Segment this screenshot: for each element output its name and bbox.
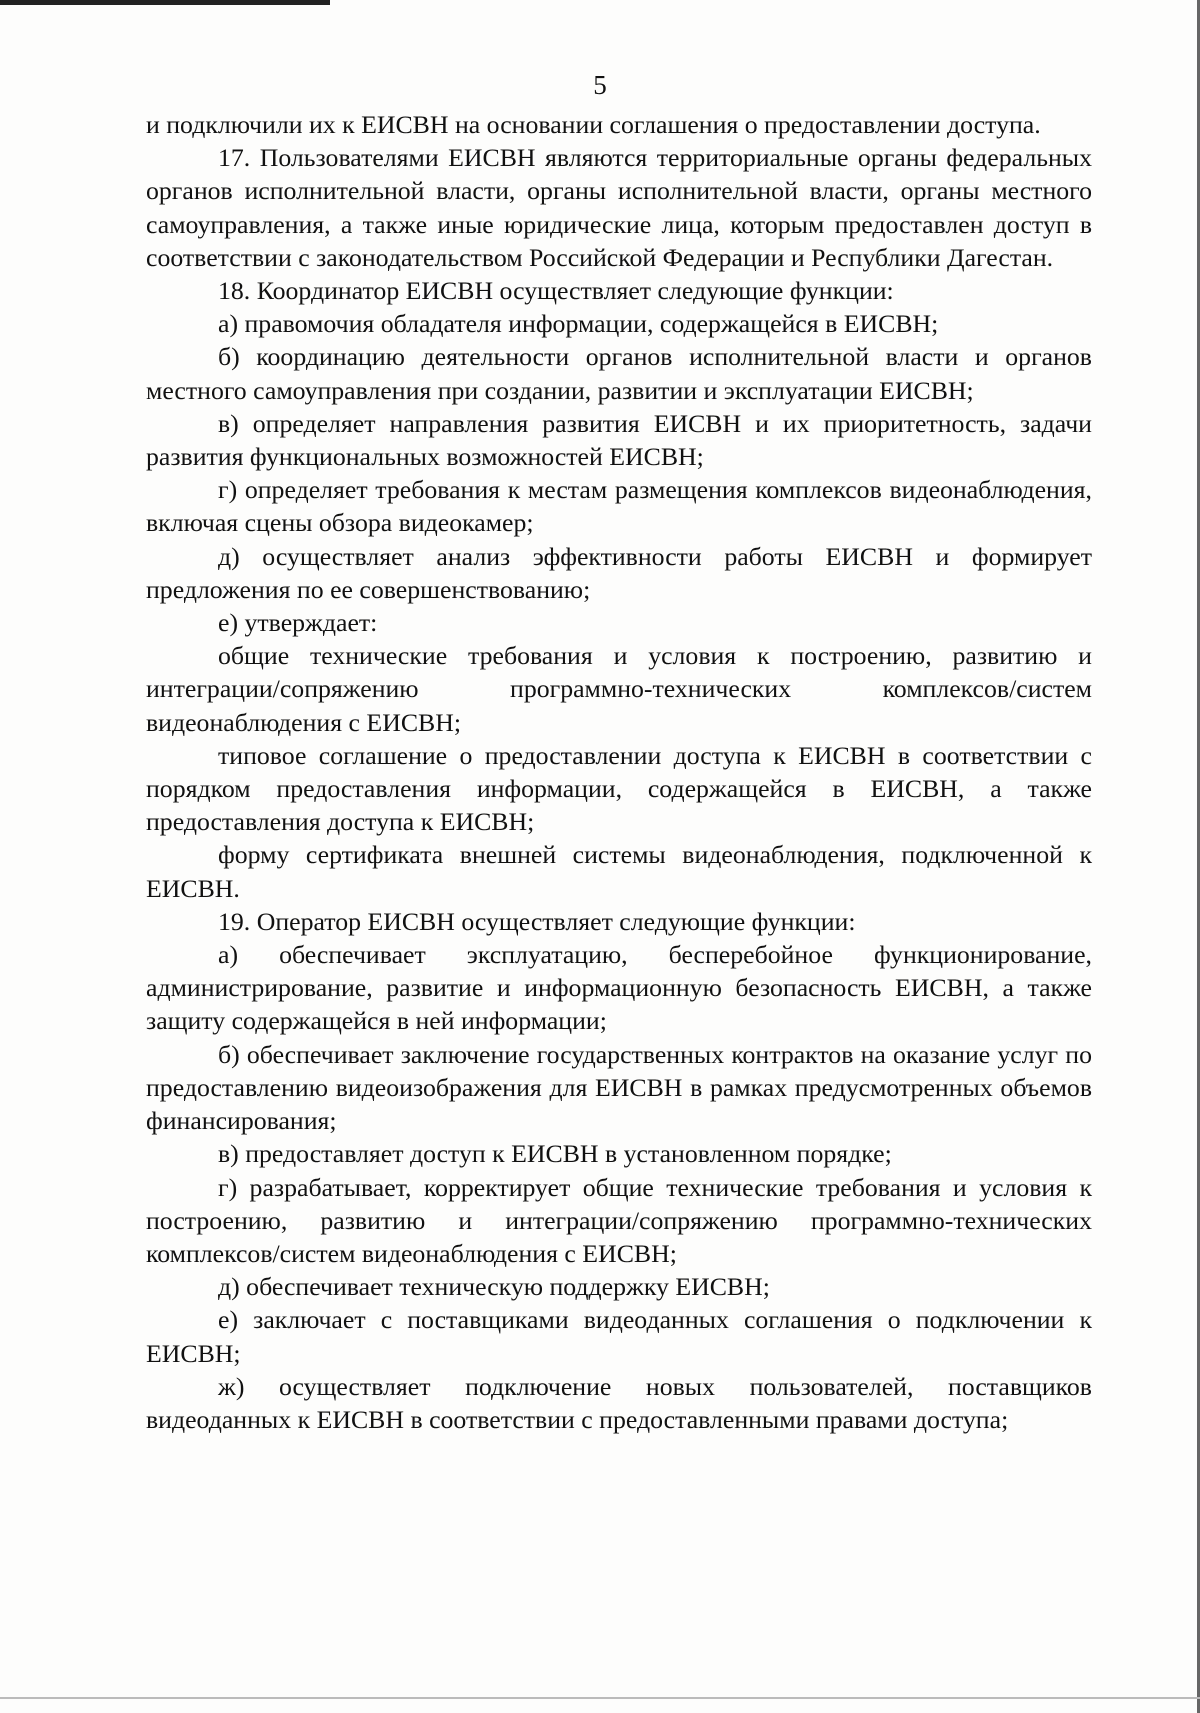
paragraph-18-e-item-1: общие технические требования и условия к построению, развитию и интеграции/сопряжению программно-технических комплексов/систем видеонаблюдения с ЕИСВН; xyxy=(146,641,1092,737)
paragraph-18-b: б) координацию деятельности органов исполнительной власти и органов местного самоуправления при создании, развитии и эксплуатации ЕИСВН; xyxy=(146,342,1092,405)
paragraph-19-g: г) разрабатывает, корректирует общие технические требования и условия к построению, развитию и интеграции/сопряжению программно-технических комплексов/систем видеонаблюдения с ЕИСВН; xyxy=(146,1172,1092,1268)
paragraph-continuation: и подключили их к ЕИСВН на основании соглашения о предоставлении доступа. xyxy=(146,110,1041,139)
paragraph-18-e-item-2: типовое соглашение о предоставлении доступа к ЕИСВН в соответствии с порядком предоставления информации, содержащейся в ЕИСВН, а также предоставления доступа к ЕИСВН; xyxy=(146,740,1092,837)
paragraph-19-v: в) предоставляет доступ к ЕИСВН в установленном порядке; xyxy=(218,1139,892,1169)
paragraph-19-a: а) обеспечивает эксплуатацию, бесперебойное функционирование, администрирование, развитие и информационную безопасность ЕИСВН, а также защиту содержащейся в ней информации; xyxy=(146,940,1092,1036)
paragraph-18-v: в) определяет направления развития ЕИСВН и их приоритетность, задачи развития функциональных возможностей ЕИСВН; xyxy=(146,408,1092,472)
paragraph-18-d: д) осуществляет анализ эффективности работы ЕИСВН и формирует предложения по ее совершенствованию; xyxy=(146,541,1092,604)
paragraph-18-a: а) правомочия обладателя информации, содержащейся в ЕИСВН; xyxy=(218,309,939,339)
paragraph-18-e: е) утверждает: xyxy=(218,608,378,638)
paragraph-19: 19. Оператор ЕИСВН осуществляет следующие функции: xyxy=(218,906,856,936)
paragraph-19-e: е) заключает с поставщиками видеоданных соглашения о подключении к ЕИСВН; xyxy=(146,1305,1092,1368)
scan-edge-top xyxy=(0,0,330,5)
document-body xyxy=(146,108,1092,1436)
paragraph-18-g: г) определяет требования к местам размещения комплексов видеонаблюдения, включая сцены обзора видеокамер; xyxy=(146,475,1092,538)
paragraph-19-zh: ж) осуществляет подключение новых пользователей, поставщиков видеоданных к ЕИСВН в соответствии с предоставленными правами доступа; xyxy=(146,1371,1092,1434)
paragraph-18: 18. Координатор ЕИСВН осуществляет следующие функции: xyxy=(218,276,894,306)
paragraph-19-b: б) обеспечивает заключение государственных контрактов на оказание услуг по предоставлению видеоизображения для ЕИСВН в рамках предусмотренных объемов финансирования; xyxy=(146,1039,1092,1136)
paragraph-19-d: д) обеспечивает техническую поддержку ЕИСВН; xyxy=(218,1272,770,1302)
paragraph-17: 17. Пользователями ЕИСВН являются территориальные органы федеральных органов исполнительной власти, органы исполнительной власти, органы местного самоуправления, а также иные юридические лица, которым предоставлен доступ в соответствии с законодательством Российской Федерации и Республики Дагестан. xyxy=(146,143,1092,272)
scan-edge-bottom xyxy=(0,1697,1200,1699)
paragraph-18-e-item-3: форму сертификата внешней системы видеонаблюдения, подключенной к ЕИСВН. xyxy=(146,840,1092,903)
page-number: 5 xyxy=(593,70,607,100)
